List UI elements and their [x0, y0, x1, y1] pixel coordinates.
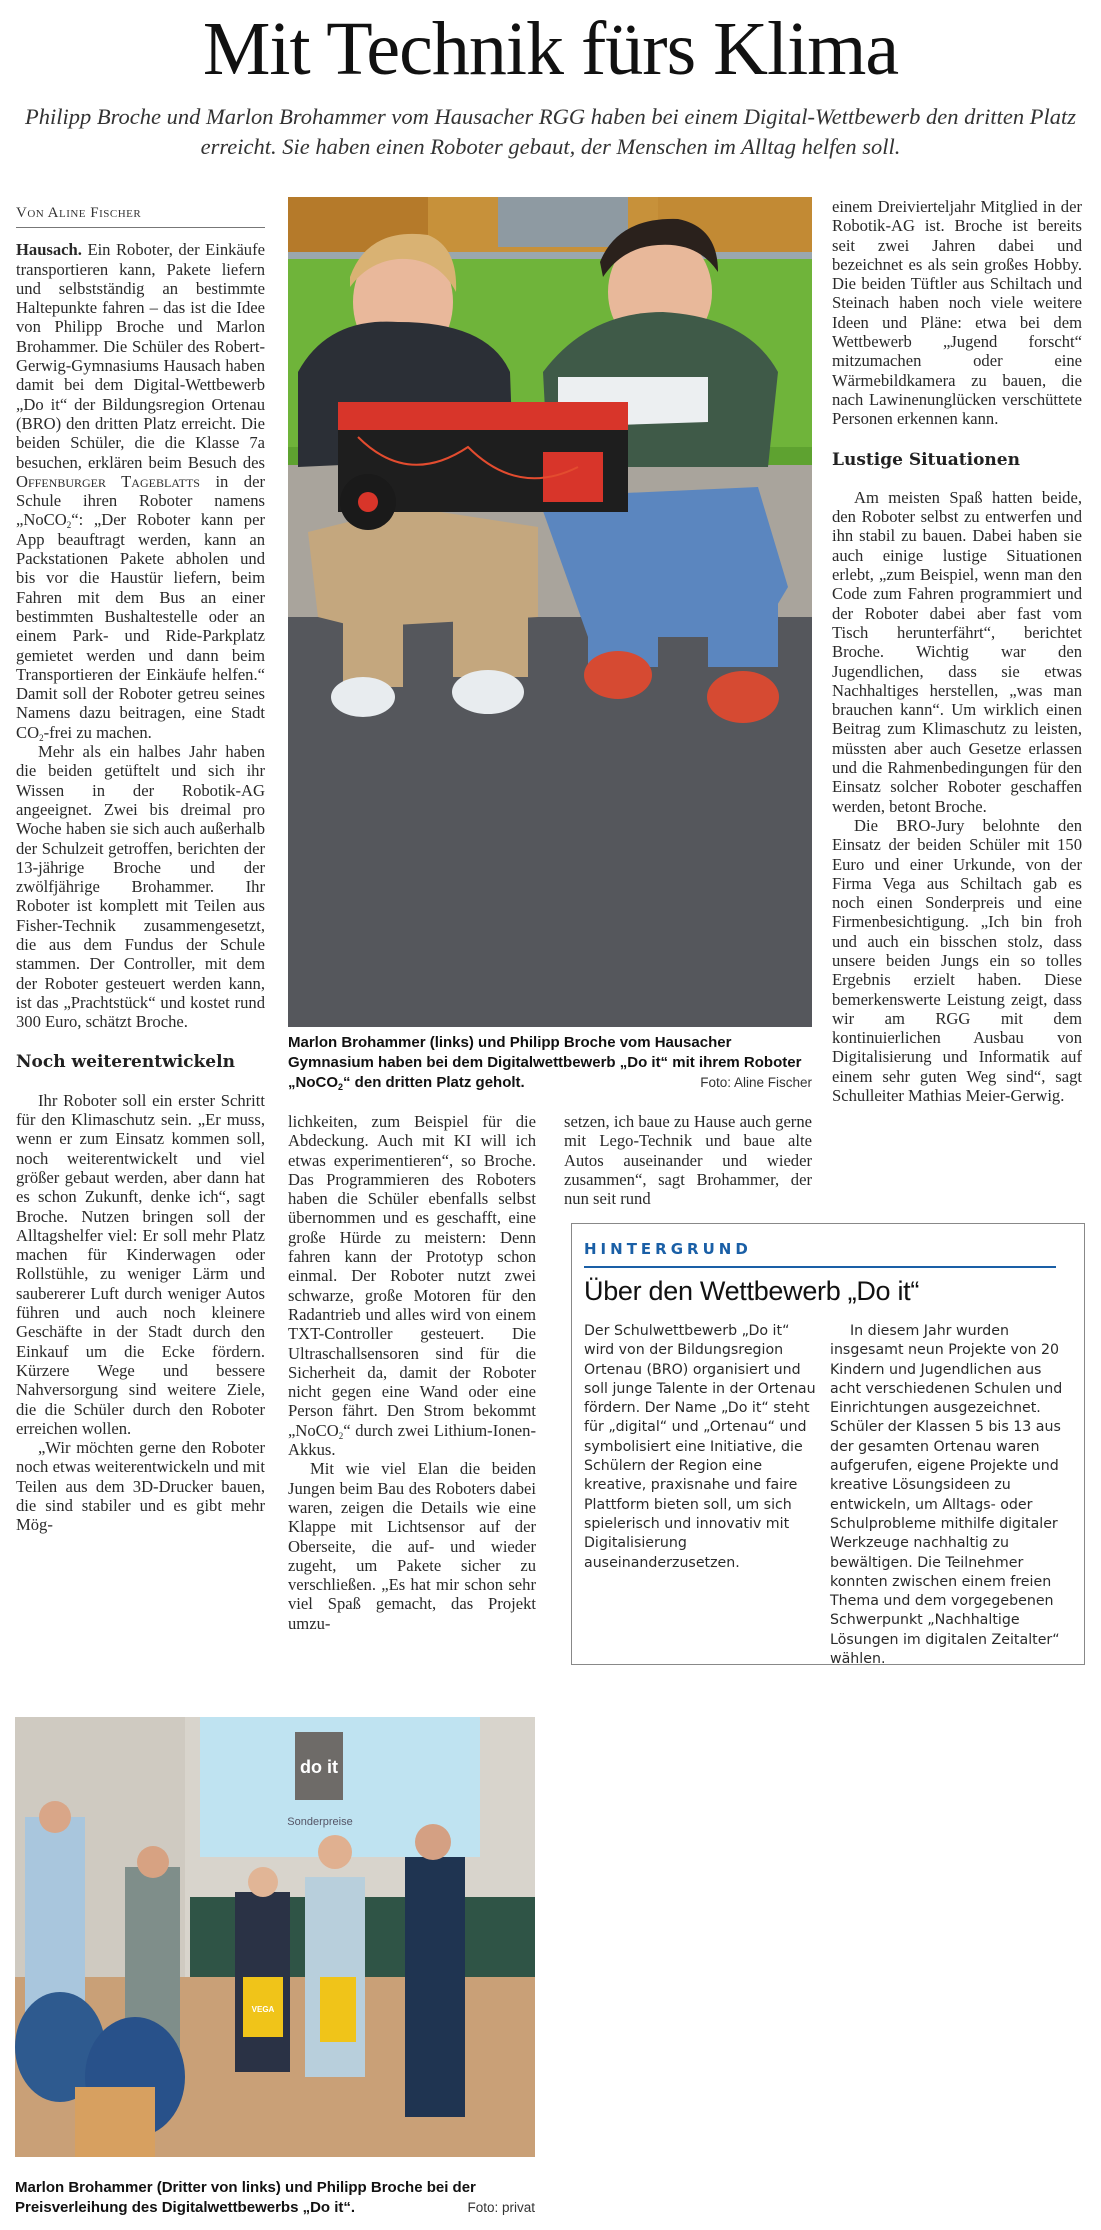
- article-column-2: [288, 1112, 536, 1633]
- info-box: [571, 1223, 1085, 1668]
- photo-credit: Foto: privat: [467, 2200, 535, 2215]
- teaser: Philipp Broche und Marlon Brohammer vom Hausacher RGG haben bei einem Digital-Wettbewerb den dritten Platz erreicht. Sie haben einen Roboter gebaut, der Menschen im Alltag helfen soll.: [24, 104, 1077, 159]
- paragraph: „Wir möchten gerne den Roboter noch etwas weiterentwickeln und mit Teilen aus dem 3D-Drucker bauen, die sind stabiler und es gibt mehr Mög-: [16, 1438, 265, 1535]
- subheading: Noch weiterentwickeln: [16, 1052, 235, 1073]
- newspaper-name: Offenburger Tageblatts: [16, 471, 200, 491]
- photo-caption: Marlon Brohammer (Dritter von links) und Philipp Broche bei der Preisverleihung des Digitalwettbewerbs „Do it“. Foto: privat: [15, 2179, 535, 2216]
- info-box-column-1: [584, 1322, 824, 1573]
- byline: Von Aline Fischer: [16, 204, 265, 228]
- screen-logo: do it: [300, 1757, 338, 1777]
- paragraph: setzen, ich baue zu Hause auch gerne mit Lego-Technik und baue alte Autos auseinander und wieder zusammen“, sagt Brohammer, der nun seit rund: [564, 1112, 812, 1209]
- bag-logo: VEGA: [251, 2005, 275, 2014]
- info-box-title: Über den Wettbewerb „Do it“: [584, 1276, 920, 1306]
- info-box-column-2: [830, 1322, 1070, 1669]
- photo-caption: Marlon Brohammer (links) und Philipp Broche vom Hausacher Gymnasium haben bei dem Digitalwettbewerb „Do it“ mit ihrem Roboter „NoCO$_2$“ den dritten Platz geholt. Foto: Aline Fischer: [288, 1034, 812, 1092]
- photo-image: [288, 197, 812, 1027]
- paragraph: Mit wie viel Elan die beiden Jungen beim Bau des Roboters dabei waren, zeigen die Details wie eine Klappe mit Lichtsensor auf der Oberseite, die auf- und wieder zugeht, um Pakete sicher zu verschließen. „Es hat mir schon sehr viel Spaß gemacht, das Projekt umzu-: [288, 1459, 536, 1633]
- photo-students-with-robot: [288, 197, 812, 1027]
- paragraph: Der Schulwettbewerb „Do it“ wird von der Bildungsregion Ortenau (BRO) organisiert und soll junge Talente in der Ortenau fördern. Der Name „Do it“ steht für „digital“ und „Ortenau“ und symbolisiert eine Initiative, die Schülern der Region eine kreative, praxisnahe und faire Plattform bieten soll, um sich spielerisch und innovativ mit Digitalisierung auseinanderzusetzen.: [584, 1323, 816, 1571]
- paragraph: Mehr als ein halbes Jahr haben die beiden getüftelt und sich ihr Wissen in der Robotik-AG angeeignet. Zwei bis dreimal pro Woche haben sie sich auch außerhalb der Schulzeit getroffen, berichten der 13-jährige Broche und der zwölfjährige Brohammer. Ihr Roboter ist komplett mit Teilen aus Fisher-Technik zusammengesetzt, die aus dem Fundus der Schule stammen. Der Controller, mit dem der Roboter gesteuert werden kann, ist das „Prachtstück“ und kostet rund 300 Euro, schätzt Broche.: [16, 742, 265, 1032]
- paragraph: In diesem Jahr wurden insgesamt neun Projekte von 20 Kindern und Jugendlichen aus acht verschiedenen Schulen und Einrichtungen ausgezeichnet. Schüler der Klassen 5 bis 13 aus der gesamten Ortenau waren aufgerufen, eigene Projekte und kreative Lösungsideen zu entwickeln, um Alltags- oder Schulprobleme mithilfe digitaler Werkzeuge nachhaltig zu bewältigen. Die Teilnehmer konnten zwischen einem freien Thema und dem vorgegebenen Schwerpunkt „Nachhaltige Lösungen im digitalen Zeitalter“ wählen.: [830, 1323, 1063, 1668]
- paragraph: lichkeiten, zum Beispiel für die Abdeckung. Auch mit KI will ich etwas experimentieren“, so Broche. Das Programmieren des Roboters haben die Schüler ebenfalls selbst übernommen und es geschafft, eine große Hürde zu meistern: Denn fahren kann der Prototyp schon einmal. Der Roboter nutzt zwei schwarze, große Motoren für den Radantrieb und alles wird von einem TXT-Controller gesteuert. Die Ultraschallsensoren sind für die Sicherheit da, damit der Roboter nicht gegen eine Wand oder eine Person fährt. Den Strom bekommt „NoCO$_2$“ durch zwei Lithium-Ionen-Akkus.: [288, 1112, 536, 1460]
- screen-text: Sonderpreise: [287, 1816, 353, 1828]
- photo-credit: Foto: Aline Fischer: [700, 1075, 812, 1090]
- subheading: Lustige Situationen: [832, 449, 1020, 470]
- dateline: Hausach.: [16, 240, 82, 260]
- paragraph: Hausach. Ein Roboter, der Einkäufe transportieren kann, Pakete liefern und selbstständig an bestimmte Haltepunkte fahren – das ist die Idee von Philipp Broche und Marlon Brohammer. Die Schüler des Robert-Gerwig-Gymnasiums Hausach haben damit bei dem Digital-Wettbewerb „Do it“ der Bildungsregion Ortenau (BRO) den dritten Platz erreicht. Die beiden Schüler, die die Klasse 7a besuchen, erklären beim Besuch des Offenburger Tageblatts in der Schule ihren Roboter namens „NoCO$_2$“: „Der Roboter kann per App beauftragt werden, kann an Packstationen Pakete abholen und bis vor die Haustür liefern, beim Fahren mit dem Bus an einer bestimmten Bushaltestelle oder an einem Park- und Ride-Parkplatz gemietet werden und dann beim Transportieren der Einkäufe helfen.“ Damit soll der Roboter getreu seines Namens dazu beitragen, eine Stadt $CO_2$-frei zu machen.: [16, 240, 265, 743]
- headline: Mit Technik fürs Klima: [202, 7, 899, 91]
- article-column-1: [16, 204, 265, 1535]
- photo-award-ceremony: [15, 1717, 535, 2157]
- paragraph: Die BRO-Jury belohnte den Einsatz der beiden Schüler mit 150 Euro und einer Urkunde, von der Firma Vega aus Schiltach gab es noch einen Sonderpreis und eine Firmenbesichtigung. „Ich bin froh und auch ein bisschen stolz, dass unsere beiden Jungs ein so tolles Ergebnis erzielt haben. Diese bemerkenswerte Leistung zeigt, dass wir am RGG mit dem kontinuierlichen Ausbau von Digitalisierung und Informatik auf einem sehr guten Weg sind“, sagt Schulleiter Mathias Meier-Gerwig.: [832, 815, 1082, 1106]
- info-box-kicker: HINTERGRUND: [584, 1240, 752, 1258]
- paragraph: Ihr Roboter soll ein erster Schritt für den Klimaschutz sein. „Er muss, wenn er zum Einsatz kommen soll, noch weiterentwickelt und viel größer gebaut werden, aber dann hat es schon Zukunft, denke ich“, sagt Broche. Nutzen bringen soll der Alltagshelfer viel: Er soll mehr Platz machen für Kinderwagen oder Rollstühle, zu weniger Lärm und saubererer Luft durch weniger Autos führen und auch noch kleinere Geschäfte in der Stadt durch den Einkauf um die Ecke fördern. Kürzere Wege und bessere Nahversorgung sind weitere Ziele, die die Schüler durch den Roboter erreichen wollen.: [16, 1090, 265, 1438]
- paragraph: einem Dreivierteljahr Mitglied in der Robotik-AG ist. Broche ist bereits seit zwei Jahren dabei und bezeichnet es als sein großes Hobby. Die beiden Tüftler aus Schiltach und Steinach haben noch viele weitere Ideen und Pläne: etwa bei dem Wettbewerb „Jugend forscht“ mitzumachen oder eine Wärmebildkamera zu bauen, die nach Lawinenunglücken verschüttete Personen erkennen kann.: [832, 197, 1082, 429]
- article-column-3: [564, 1112, 812, 1208]
- article-column-4: [832, 197, 1082, 1105]
- info-box-divider: [584, 1266, 1056, 1268]
- paragraph: Am meisten Spaß hatten beide, den Roboter selbst zu entwerfen und ihn stabil zu bauen. Dabei haben sie auch einige lustige Situationen erlebt, „zum Beispiel, wenn man den Code zum Fahren programmiert und der Roboter dabei aber fast vom Tisch herunterfährt“, berichtet Broche. Wichtig war den Jugendlichen, dass sie etwas Nachhaltiges herstellen, „was man brauchen kann“. Um wirklich einen Beitrag zum Klimaschutz zu leisten, müssten aber auch Gesetze erlassen und die Rahmenbedingungen für den Einsatz solcher Roboter geschaffen werden, betont Broche.: [832, 487, 1082, 816]
- photo-image: [15, 1717, 535, 2157]
